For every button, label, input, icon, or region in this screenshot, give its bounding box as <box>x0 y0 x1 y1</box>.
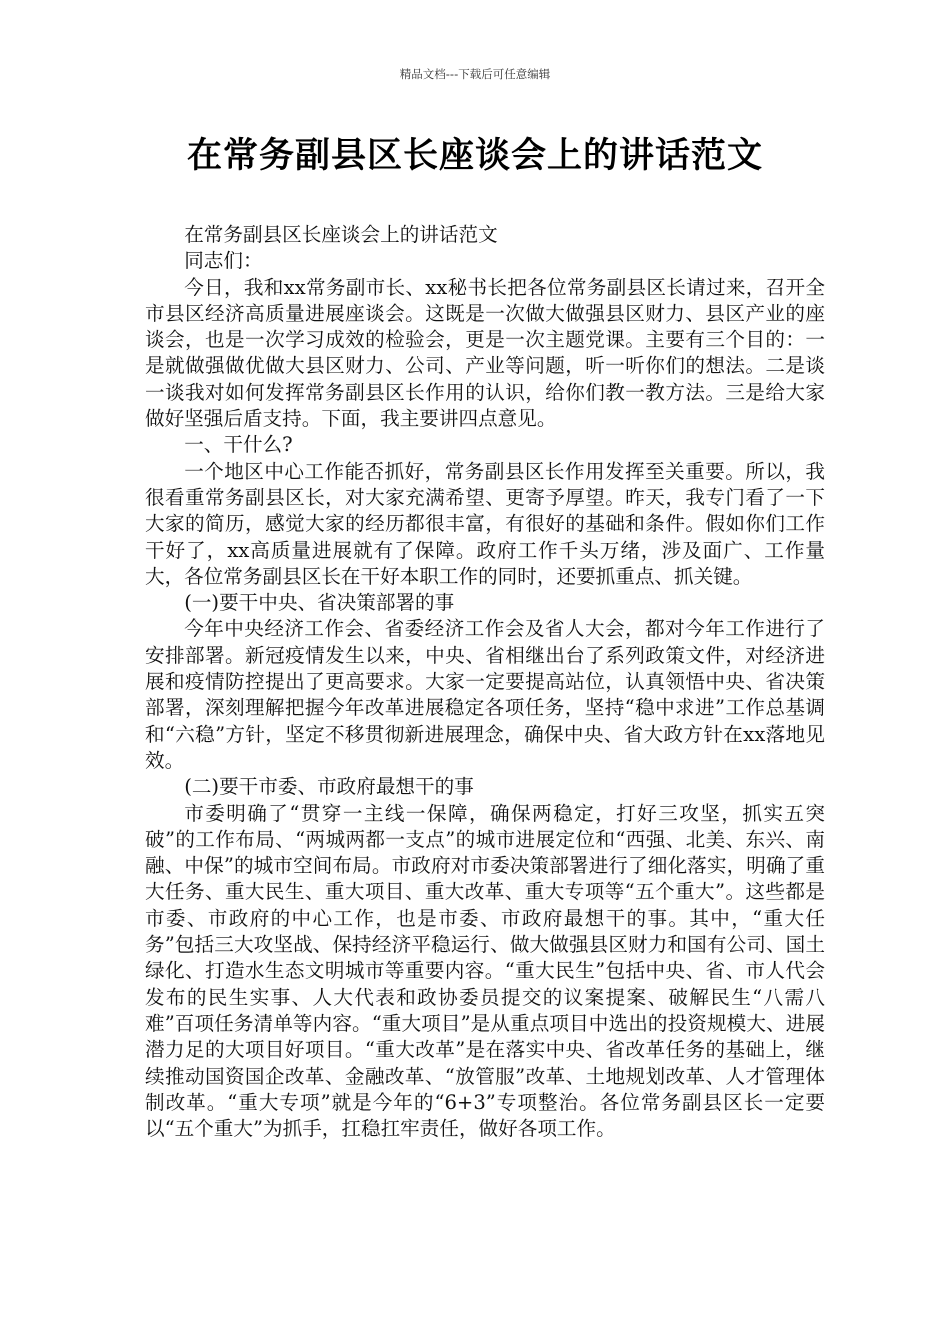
body-paragraph: 市委明确了“贯穿一主线一保障，确保两稳定，打好三攻坚，抓实五突破”的工作布局、“两城两都一支点”的城市进展定位和“西强、北美、东兴、南融、中保”的城市空间布局。市政府对市委决策部署进行了细化落实，明确了重大任务、重大民生、重大项目、重大改革、重大专项等“五个重大”。这些都是市委、市政府的中心工作，也是市委、市政府最想干的事。其中，“重大任务”包括三大攻坚战、保持经济平稳运行、做大做强县区财力和国有公司、国土绿化、打造水生态文明城市等重要内容。“重大民生”包括中央、省、市人代会发布的民生实事、人大代表和政协委员提交的议案提案、破解民生“八需八难”百项任务清单等内容。“重大项目”是从重点项目中选出的投资规模大、进展潜力足的大项目好项目。“重大改革”是在落实中央、省改革任务的基础上，继续推动国资国企改革、金融改革、“放管服”改革、土地规划改革、人才管理体制改革。“重大专项”就是今年的“6+3”专项整治。各位常务副县区长一定要以“五个重大”为抓手，扛稳扛牢责任，做好各项工作。 <box>145 801 825 1141</box>
document-body <box>145 222 825 1142</box>
body-subtitle: 在常务副县区长座谈会上的讲话范文 <box>184 223 498 246</box>
body-paragraph: 今日，我和xx常务副市长、xx秘书长把各位常务副县区长请过来，召开全市县区经济高质量进展座谈会。这既是一次做大做强县区财力、县区产业的座谈会，也是一次学习成效的检验会，更是一次主题党课。主要有三个目的：一是就做强做优做大县区财力、公司、产业等问题，听一听你们的想法。二是谈一谈我对如何发挥常务副县区长作用的认识，给你们教一教方法。三是给大家做好坚强后盾支持。下面，我主要讲四点意见。 <box>145 275 825 431</box>
body-paragraph: 一个地区中心工作能否抓好，常务副县区长作用发挥至关重要。所以，我很看重常务副县区长，对大家充满希望、更寄予厚望。昨天，我专门看了一下大家的简历，感觉大家的经历都很丰富，有很好的基础和条件。假如你们工作干好了，xx高质量进展就有了保障。政府工作千头万绪，涉及面广、工作量大，各位常务副县区长在干好本职工作的同时，还要抓重点、抓关键。 <box>145 459 825 588</box>
subsection-heading: (二)要干市委、市政府最想干的事 <box>184 775 474 799</box>
subsection-heading: (一)要干中央、省决策部署的事 <box>184 591 455 615</box>
body-paragraph: 今年中央经济工作会、省委经济工作会及省人大会，都对今年工作进行了安排部署。新冠疫情发生以来，中央、省相继出台了系列政策文件，对经济进展和疫情防控提出了更高要求。大家一定要提高站位，认真领悟中央、省决策部署，深刻理解把握今年改革进展稳定各项任务，坚持“稳中求进”工作总基调和“六稳”方针，坚定不移贯彻新进展理念，确保中央、省大政方针在xx落地见效。 <box>145 617 825 772</box>
salutation: 同志们： <box>184 249 263 273</box>
section-heading: 一、干什么? <box>184 433 293 457</box>
header-note: 精品文档---下载后可任意编辑 <box>399 67 551 81</box>
document-title: 在常务副县区长座谈会上的讲话范文 <box>186 136 763 176</box>
